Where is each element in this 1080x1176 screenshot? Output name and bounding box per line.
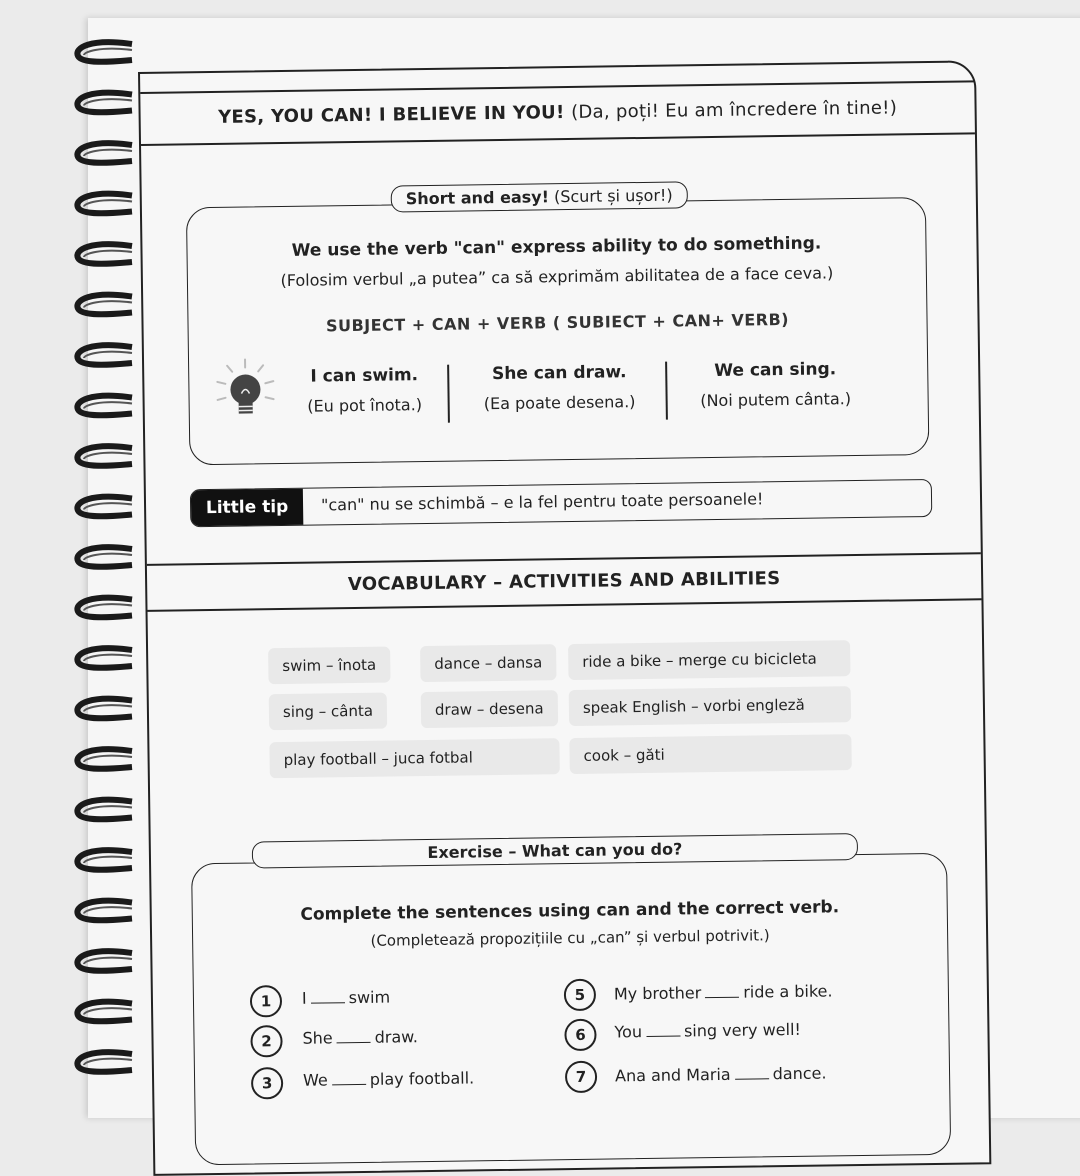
exercise-sentence-3[interactable] <box>303 1068 474 1089</box>
grammar-formula: SUBJECT + CAN + VERB ( SUBIECT + CAN+ VERB) <box>188 308 926 337</box>
spiral-ring-highlight <box>84 705 132 711</box>
grammar-tag-translation: (Scurt și ușor!) <box>554 186 673 207</box>
sentence-start: Ana and Maria <box>615 1065 731 1086</box>
grammar-box <box>186 197 930 465</box>
spiral-ring-highlight <box>84 200 132 206</box>
spiral-ring-highlight <box>84 150 132 156</box>
answer-blank[interactable] <box>705 997 739 998</box>
spiral-ring-highlight <box>84 453 132 459</box>
exercise-number: 5 <box>564 979 596 1011</box>
spiral-ring-highlight <box>84 756 132 762</box>
exercise-sentence-6[interactable] <box>614 1020 801 1042</box>
example-divider <box>665 362 667 420</box>
spiral-binding <box>70 30 140 1080</box>
spiral-ring-highlight <box>84 857 132 863</box>
sentence-start: She <box>302 1028 332 1047</box>
example-2 <box>469 362 650 414</box>
sentence-start: We <box>303 1070 328 1089</box>
exercise-sentence-5[interactable] <box>614 981 833 1003</box>
tip-box <box>190 479 932 527</box>
example-3 <box>685 359 866 411</box>
grammar-rule: We use the verb "can" express ability to do something. <box>187 232 925 262</box>
exercise-number: 3 <box>251 1067 283 1099</box>
spiral-ring-highlight <box>84 655 132 661</box>
exercise-sentence-1[interactable] <box>302 988 390 1008</box>
vocabulary-bar <box>147 552 982 612</box>
grammar-tag <box>391 181 688 212</box>
answer-blank[interactable] <box>337 1042 371 1043</box>
example-1-ro: (Eu pot înota.) <box>290 395 440 416</box>
spiral-ring-highlight <box>84 907 132 913</box>
sentence-end: play football. <box>370 1068 475 1088</box>
vocab-item: swim – înota <box>268 647 390 685</box>
example-divider <box>447 365 449 423</box>
sentence-end: draw. <box>375 1027 419 1047</box>
example-3-ro: (Noi putem cânta.) <box>686 389 866 411</box>
spiral-ring-highlight <box>84 503 132 509</box>
answer-blank[interactable] <box>311 1002 345 1003</box>
vocab-item: ride a bike – merge cu bicicleta <box>568 640 850 680</box>
spiral-ring-highlight <box>84 1008 132 1014</box>
spiral-ring-highlight <box>84 958 132 964</box>
vocab-item: dance – dansa <box>420 644 556 682</box>
spiral-rings-icon <box>70 30 140 1080</box>
example-2-ro: (Ea poate desena.) <box>470 392 650 414</box>
example-1 <box>289 365 440 416</box>
exercise-title: Exercise – What can you do? <box>427 839 682 862</box>
exercise-sentence-2[interactable] <box>302 1027 418 1048</box>
exercise-number: 1 <box>250 985 282 1017</box>
header-bar <box>140 80 975 146</box>
vocab-item: play football – juca fotbal <box>269 738 559 778</box>
worksheet <box>138 60 991 1176</box>
exercise-instruction-translation: (Completează propozițiile cu „can” și verbul potrivit.) <box>193 924 947 953</box>
vocab-item: sing – cânta <box>269 693 388 731</box>
grammar-tag-title: Short and easy! <box>406 187 549 208</box>
spiral-ring-highlight <box>84 352 132 358</box>
example-3-en: We can sing. <box>685 359 865 382</box>
exercise-number: 7 <box>565 1061 597 1093</box>
vocab-item: draw – desena <box>421 690 558 728</box>
spiral-ring-highlight <box>84 554 132 560</box>
page-title-translation: (Da, poți! Eu am încredere în tine!) <box>571 97 897 123</box>
page-title: YES, YOU CAN! I BELIEVE IN YOU! <box>218 102 565 128</box>
example-2-en: She can draw. <box>469 362 649 385</box>
exercise-box <box>191 853 951 1166</box>
vocab-item: cook – găti <box>569 734 851 774</box>
spiral-ring-highlight <box>84 49 132 55</box>
sentence-end: swim <box>349 988 391 1008</box>
sentence-start: You <box>614 1022 642 1041</box>
sentence-end: dance. <box>773 1063 827 1083</box>
spiral-ring-highlight <box>84 99 132 105</box>
spiral-ring-highlight <box>84 604 132 610</box>
sentence-end: ride a bike. <box>743 981 832 1001</box>
exercise-instruction: Complete the sentences using can and the correct verb. <box>193 896 947 927</box>
exercise-number: 2 <box>250 1025 282 1057</box>
answer-blank[interactable] <box>646 1036 680 1037</box>
spiral-ring-highlight <box>84 251 132 257</box>
sentence-end: sing very well! <box>684 1020 801 1041</box>
spiral-ring-highlight <box>84 402 132 408</box>
exercise-number: 6 <box>564 1019 596 1051</box>
grammar-rule-translation: (Folosim verbul „a putea” ca să exprimăm abilitatea de a face ceva.) <box>188 262 926 291</box>
lightbulb-icon <box>205 353 286 424</box>
tip-text: "can" nu se schimbă – e la fel pentru toate persoanele! <box>321 482 764 522</box>
exercise-sentence-7[interactable] <box>615 1063 827 1085</box>
sentence-start: I <box>302 989 307 1008</box>
spiral-ring-highlight <box>84 1059 132 1065</box>
exercise-tag <box>252 833 858 868</box>
spiral-ring-highlight <box>84 806 132 812</box>
sentence-start: My brother <box>614 983 702 1003</box>
example-1-en: I can swim. <box>289 365 439 387</box>
vocabulary-title: VOCABULARY – ACTIVITIES AND ABILITIES <box>348 568 781 595</box>
vocab-item: speak English – vorbi engleză <box>569 686 851 726</box>
answer-blank[interactable] <box>332 1084 366 1085</box>
tip-label: Little tip <box>191 489 303 527</box>
spiral-ring-highlight <box>84 301 132 307</box>
